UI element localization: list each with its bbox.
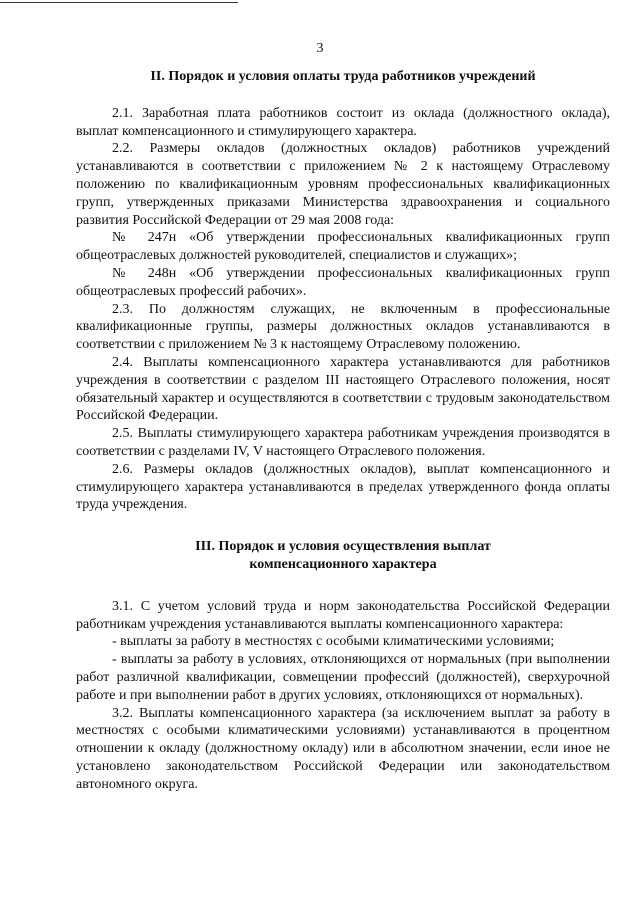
paragraph-2-1: 2.1. Заработная плата работников состоит из оклада (должностного оклада), выплат компенсационного и стимулирующего характера. [76, 105, 610, 139]
section-3-title-line-2: компенсационного характера [249, 556, 437, 572]
section-3-title [76, 538, 610, 574]
section-2-title: II. Порядок и условия оплаты труда работников учреждений [150, 69, 536, 84]
paragraph-2-5: 2.5. Выплаты стимулирующего характера работникам учреждения производятся в соответствии с разделами IV, V настоящего Отраслевого положения. [76, 426, 610, 459]
paragraph-order-248n: № 248н «Об утверждении профессиональных квалификационных групп общеотраслевых профессий рабочих». [76, 265, 610, 299]
page-number: 3 [316, 41, 324, 56]
paragraph-3-2: 3.2. Выплаты компенсационного характера (за исключением выплат за работу в местностях с особыми климатическими условиями) устанавливаются в процентном отношении к окладу (должностному окладу) или в абсолютном значении, если иное не установлено законодательством Российской Федерации или законодательством автономного округа. [76, 705, 610, 792]
paragraph-order-247n: № 247н «Об утверждении профессиональных квалификационных групп общеотраслевых должностей руководителей, специалистов и служащих»; [76, 230, 610, 264]
document-body [76, 62, 610, 793]
paragraph-2-2: 2.2. Размеры окладов (должностных окладов) работников учреждений устанавливаются в соответствии с приложением № 2 к настоящему Отраслевому положению по квалификационным уровням профессиональных квалификационных групп, утвержденных приказами Министерства здравоохранения и социального развития Российской Федерации от 29 мая 2008 года: [76, 141, 610, 228]
paragraph-2-3: 2.3. По должностям служащих, не включенным в профессиональные квалификационные группы, размеры должностных окладов устанавливаются в соответствии с приложением № 3 к настоящему Отраслевому положению. [76, 301, 610, 353]
section-2-body [76, 105, 610, 514]
list-item-abnormal-conditions: - выплаты за работу в условиях, отклоняющихся от нормальных (при выполнении работ различной квалификации, совмещении профессий (должностей), сверхурочной работе и при выполнении работ в других условиях, отклоняющихся от нормальных). [76, 652, 610, 703]
section-3-body [76, 598, 610, 794]
paragraph-3-1: 3.1. С учетом условий труда и норм законодательства Российской Федерации работникам учреждения устанавливаются выплаты компенсационного характера: [76, 598, 610, 632]
top-rule [0, 2, 238, 3]
paragraph-2-6: 2.6. Размеры окладов (должностных окладов), выплат компенсационного и стимулирующего характера устанавливаются в пределах утвержденного фонда оплаты труда учреждения. [76, 461, 610, 513]
list-item-climate-payments: - выплаты за работу в местностях с особыми климатическими условиями; [112, 634, 555, 650]
section-3-title-line-1: III. Порядок и условия осуществления выплат [195, 539, 491, 555]
paragraph-2-4: 2.4. Выплаты компенсационного характера устанавливаются для работников учреждения в соответствии с разделом III настоящего Отраслевого положения, носят обязательный характер и осуществляются в соответствии с трудовым законодательством Российской Федерации. [76, 354, 610, 424]
